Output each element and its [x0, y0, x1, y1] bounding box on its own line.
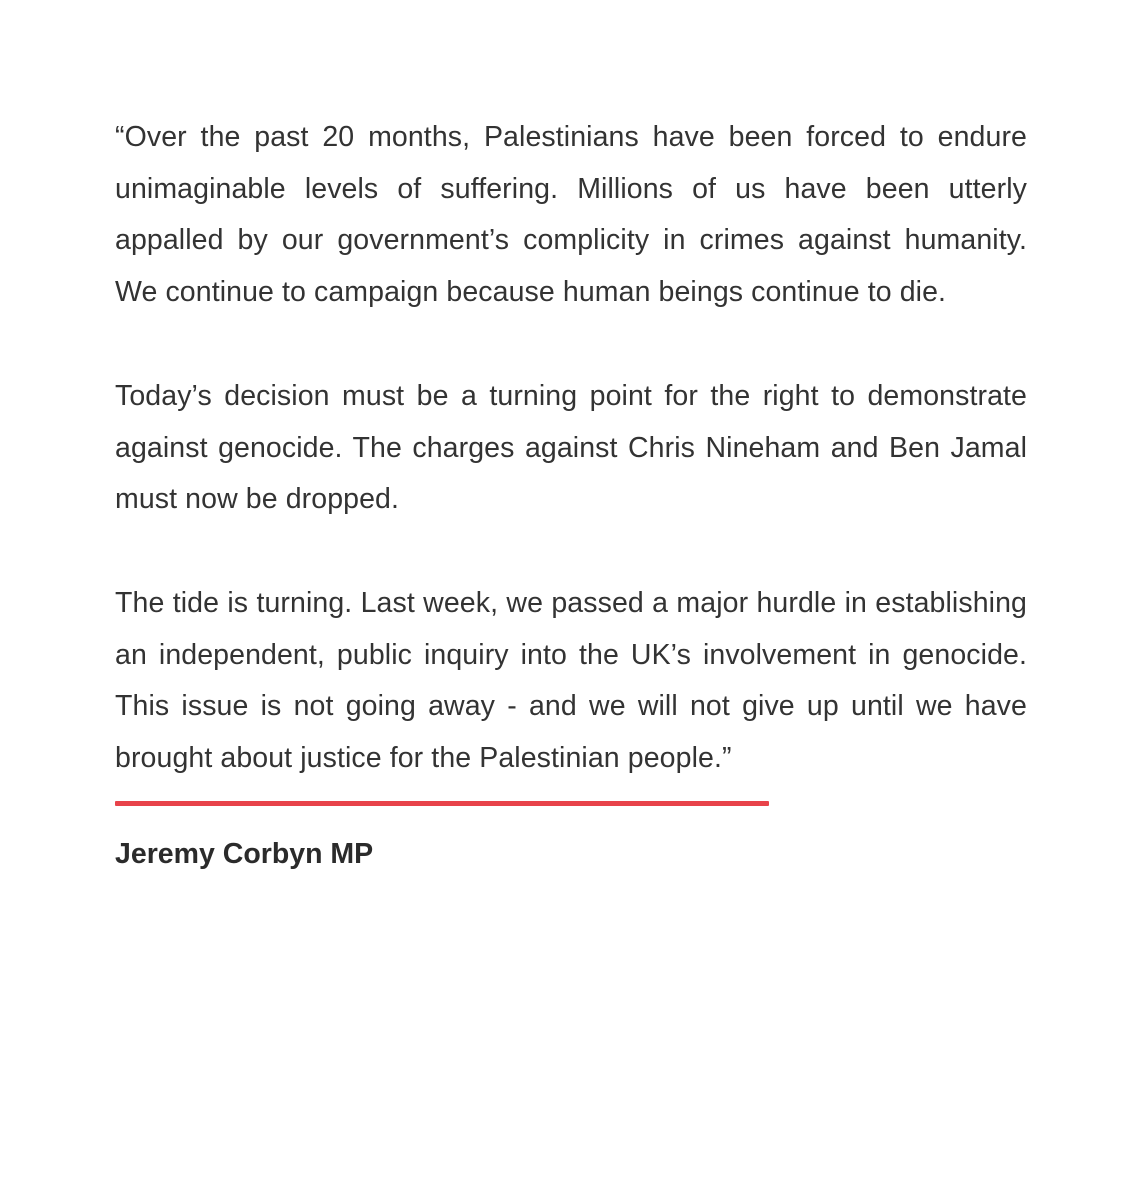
- quote-paragraph-3: The tide is turning. Last week, we passed a major hurdle in establishing an independent, public inquiry into the UK’s involvement in genocide. This issue is not going away - and we will not give up until we have brought about justice for the Palestinian people.”: [115, 586, 1027, 775]
- quote-card: [115, 112, 1027, 872]
- quote-attribution: Jeremy Corbyn MP: [115, 837, 374, 870]
- quote-paragraph-2: Today’s decision must be a turning point for the right to demonstrate against genocide. The charges against Chris Nineham and Ben Jamal must now be dropped.: [115, 379, 1027, 516]
- quote-paragraph-1: “Over the past 20 months, Palestinians have been forced to endure unimaginable levels of suffering. Millions of us have been utterly appalled by our government’s complicity in crimes against humanity. We continue to campaign because human beings continue to die.: [115, 121, 1027, 309]
- accent-divider: [115, 801, 769, 806]
